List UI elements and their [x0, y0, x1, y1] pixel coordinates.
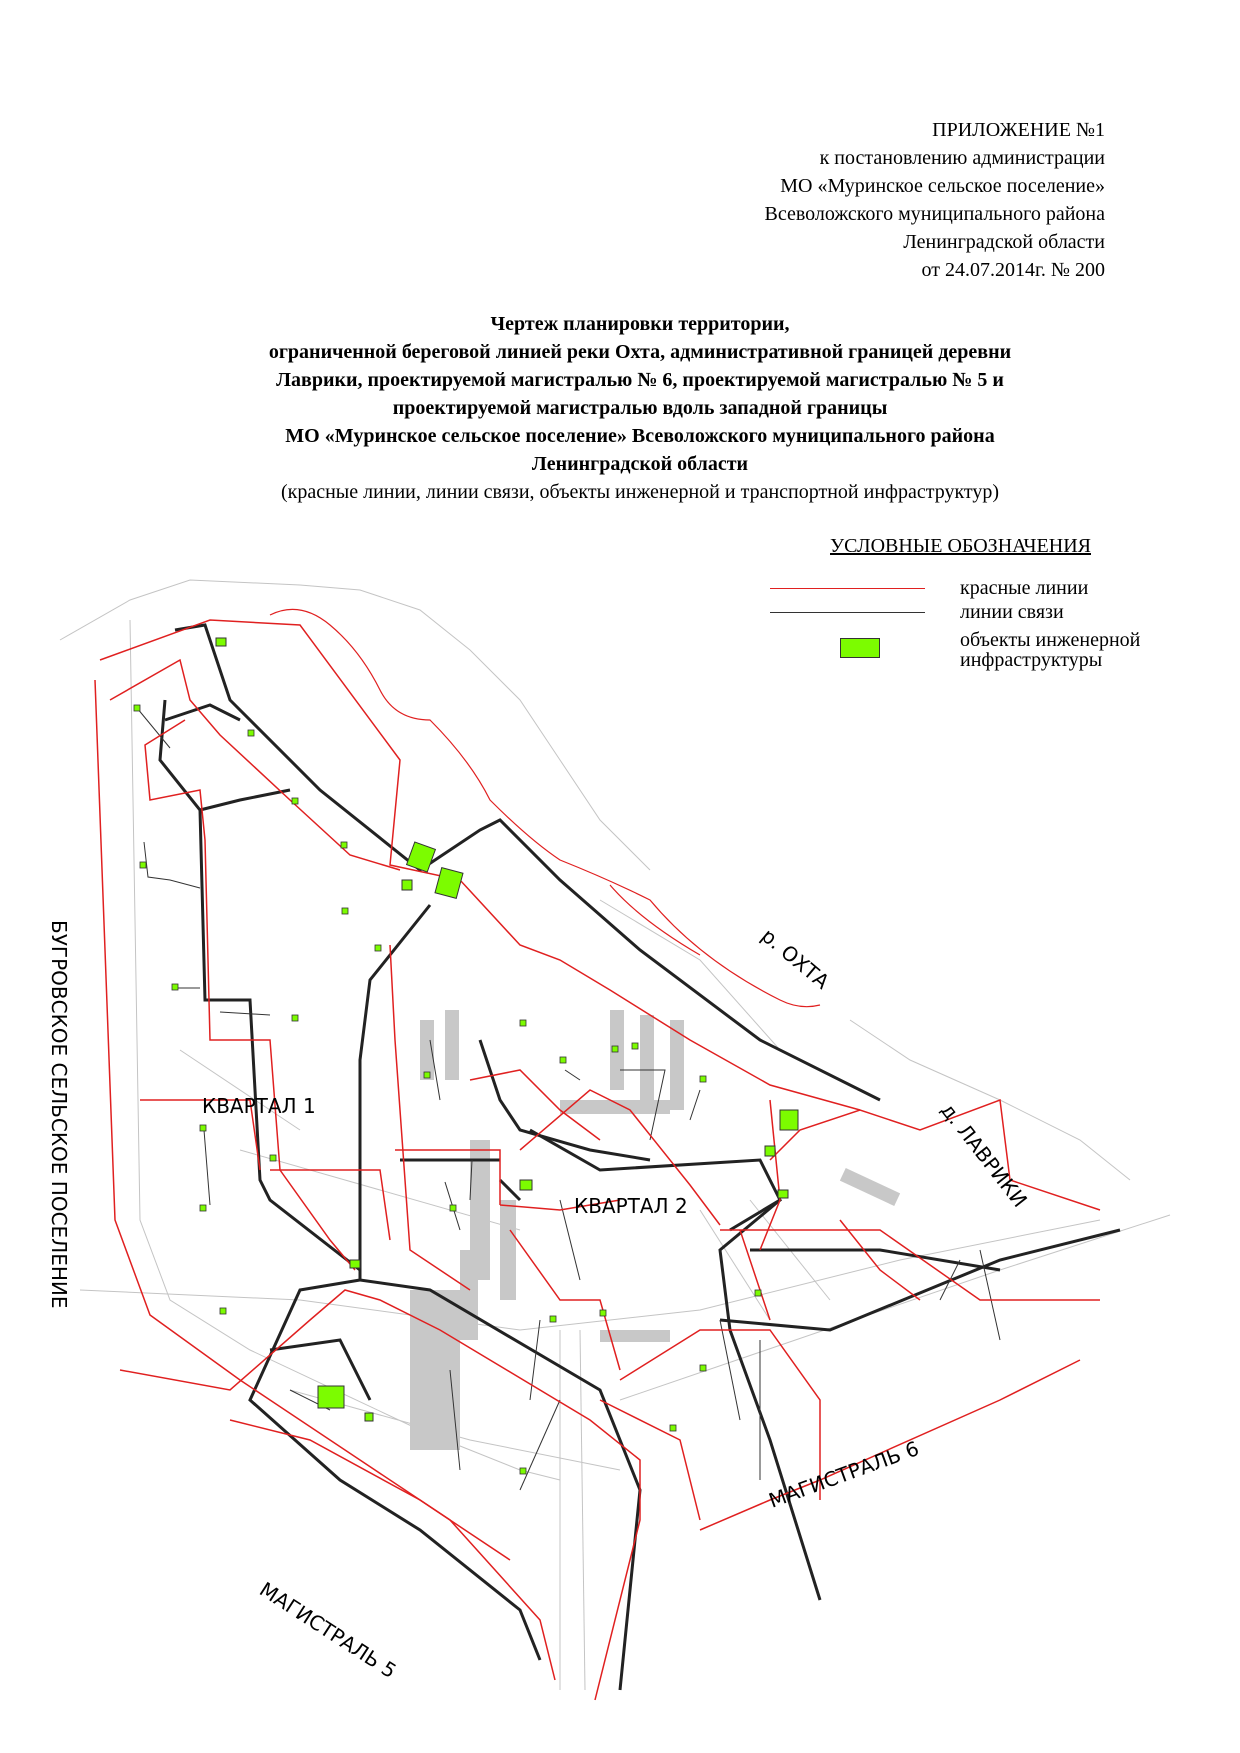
header-line: к постановлению администрации	[819, 147, 1105, 169]
title-line: проектируемой магистралью вдоль западной границы	[392, 397, 888, 419]
header-block	[585, 116, 1105, 284]
magistral5-label: МАГИСТРАЛЬ 5	[255, 1577, 401, 1684]
header-line: Всеволожского муниципального района	[764, 203, 1105, 225]
document-title	[140, 310, 1140, 506]
base-map	[60, 577, 1170, 1690]
kvartal2-label: КВАРТАЛ 2	[574, 1194, 688, 1218]
title-line: Ленинградской области	[531, 453, 749, 475]
legend-label: объекты инженерной	[960, 629, 1141, 651]
title-line: ограниченной береговой линией реки Охта, административной границей деревни	[268, 341, 1012, 363]
title-line: МО «Муринское сельское поселение» Всеволожского муниципального района	[285, 425, 995, 447]
title-subtitle: (красные линии, линии связи, объекты инженерной и транспортной инфраструктур)	[280, 481, 1000, 503]
river-label: р. ОХТА	[756, 923, 835, 994]
lavriki-label: д. ЛАВРИКИ	[936, 1098, 1033, 1212]
legend-label: линии связи	[960, 601, 1064, 623]
planning-map	[0, 540, 1240, 1753]
engineering-objects	[216, 638, 798, 1421]
magistral6-label: МАГИСТРАЛЬ 6	[765, 1436, 923, 1513]
river-shore-line	[270, 609, 820, 1006]
legend-label: красные линии	[960, 577, 1089, 599]
header-line: МО «Муринское сельское поселение»	[780, 175, 1105, 197]
kvartal1-label: КВАРТАЛ 1	[202, 1094, 316, 1118]
bugrovskoe-label: БУГРОВСКОЕ СЕЛЬСКОЕ ПОСЕЛЕНИЕ	[47, 920, 71, 1309]
red-lines	[95, 620, 1103, 1700]
header-line: от 24.07.2014г. № 200	[921, 259, 1105, 281]
legend-title: УСЛОВНЫЕ ОБОЗНАЧЕНИЯ	[830, 535, 1091, 557]
title-line: Чертеж планировки территории,	[490, 313, 790, 335]
header-line: ПРИЛОЖЕНИЕ №1	[932, 119, 1105, 141]
title-line: Лаврики, проектируемой магистралью № 6, проектируемой магистралью № 5 и	[276, 369, 1004, 391]
header-line: Ленинградской области	[903, 231, 1105, 253]
legend-label: инфраструктуры	[960, 649, 1103, 671]
